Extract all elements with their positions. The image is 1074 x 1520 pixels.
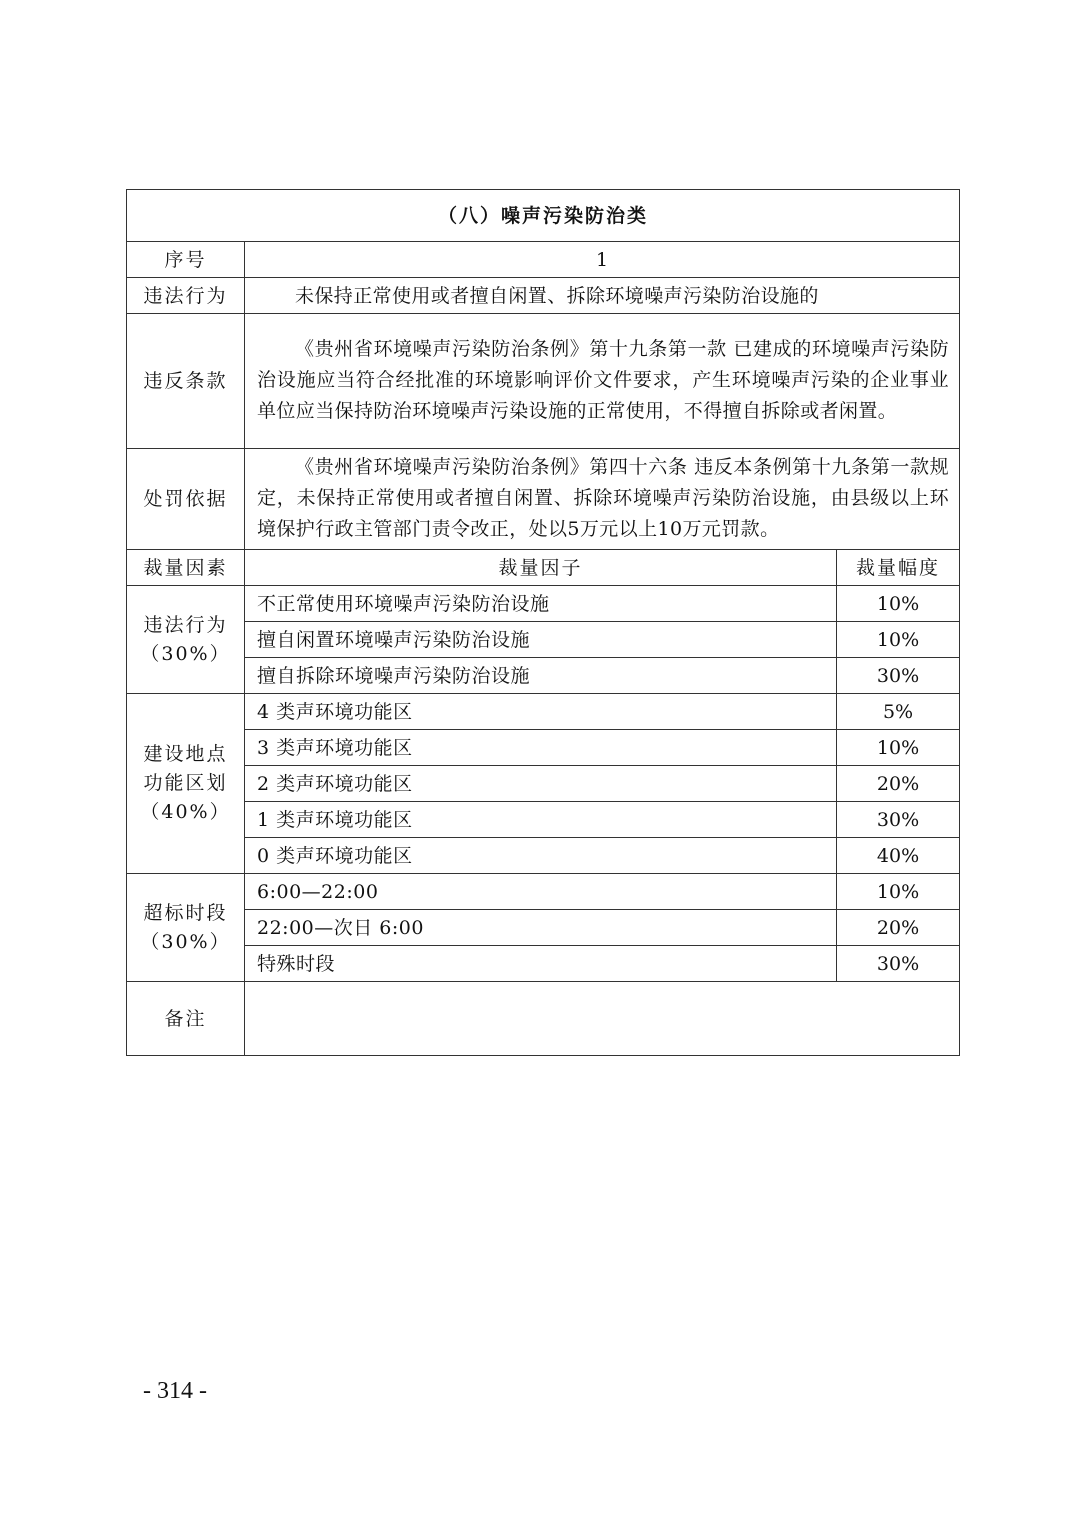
discretion-item-header: 裁量因子 [245,550,837,586]
factor-item: 6:00—22:00 [245,874,837,910]
range-value: 20% [837,910,960,946]
range-value: 30% [837,946,960,982]
clause-label: 违反条款 [127,314,245,449]
table-row [127,766,960,802]
group-label-violation [127,586,245,694]
range-value: 10% [837,622,960,658]
remarks-value [245,982,960,1056]
group-label-line: 建设地点 [143,743,228,765]
group-label-line: 违法行为 [143,613,228,636]
penalty-basis-label: 处罚依据 [127,449,245,550]
factor-item: 擅自闲置环境噪声污染防治设施 [245,622,837,658]
penalty-discretion-table [126,189,960,1056]
discretion-factor-header: 裁量因素 [127,550,245,586]
factor-item: 22:00—次日 6:00 [245,910,837,946]
range-value: 30% [837,802,960,838]
remarks-label: 备注 [127,982,245,1056]
group-label-line: （30%） [140,642,231,665]
factor-item: 擅自拆除环境噪声污染防治设施 [245,658,837,694]
group-label-line: （40%） [140,801,231,823]
penalty-basis-value: 《贵州省环境噪声污染防治条例》第四十六条 违反本条例第十九条第一款规定，未保持正常使用或者擅自闲置、拆除环境噪声污染防治设施，由县级以上环境保护行政主管部门责令改正，处以5万元以上10万元罚款。 [245,449,960,550]
table-row [127,586,960,622]
group-label-time-period [127,874,245,982]
discretion-range-header: 裁量幅度 [837,550,960,586]
factor-item: 不正常使用环境噪声污染防治设施 [245,586,837,622]
group-label-line: （30%） [140,930,231,953]
factor-item: 特殊时段 [245,946,837,982]
violation-label: 违法行为 [127,278,245,314]
table-row [127,802,960,838]
group-label-line: 超标时段 [143,901,228,924]
serial-value: 1 [245,242,960,278]
page-number: - 314 - [143,1378,207,1404]
table-row [127,730,960,766]
range-value: 10% [837,730,960,766]
range-value: 10% [837,586,960,622]
range-value: 5% [837,694,960,730]
factor-item: 3 类声环境功能区 [245,730,837,766]
range-value: 40% [837,838,960,874]
table-row [127,838,960,874]
table-row [127,622,960,658]
range-value: 30% [837,658,960,694]
table-row [127,946,960,982]
table-row [127,874,960,910]
factor-item: 4 类声环境功能区 [245,694,837,730]
table-title: （八）噪声污染防治类 [127,190,960,242]
group-label-zoning [127,694,245,874]
range-value: 20% [837,766,960,802]
table-row [127,910,960,946]
group-label-line: 功能区划 [143,772,228,794]
range-value: 10% [837,874,960,910]
factor-item: 1 类声环境功能区 [245,802,837,838]
table-row [127,694,960,730]
factor-item: 2 类声环境功能区 [245,766,837,802]
serial-label: 序号 [127,242,245,278]
factor-item: 0 类声环境功能区 [245,838,837,874]
violation-value: 未保持正常使用或者擅自闲置、拆除环境噪声污染防治设施的 [245,278,960,314]
table-row [127,658,960,694]
clause-value: 《贵州省环境噪声污染防治条例》第十九条第一款 已建成的环境噪声污染防治设施应当符合经批准的环境影响评价文件要求，产生环境噪声污染的企业事业单位应当保持防治环境噪声污染设施的正常使用，不得擅自拆除或者闲置。 [245,314,960,449]
